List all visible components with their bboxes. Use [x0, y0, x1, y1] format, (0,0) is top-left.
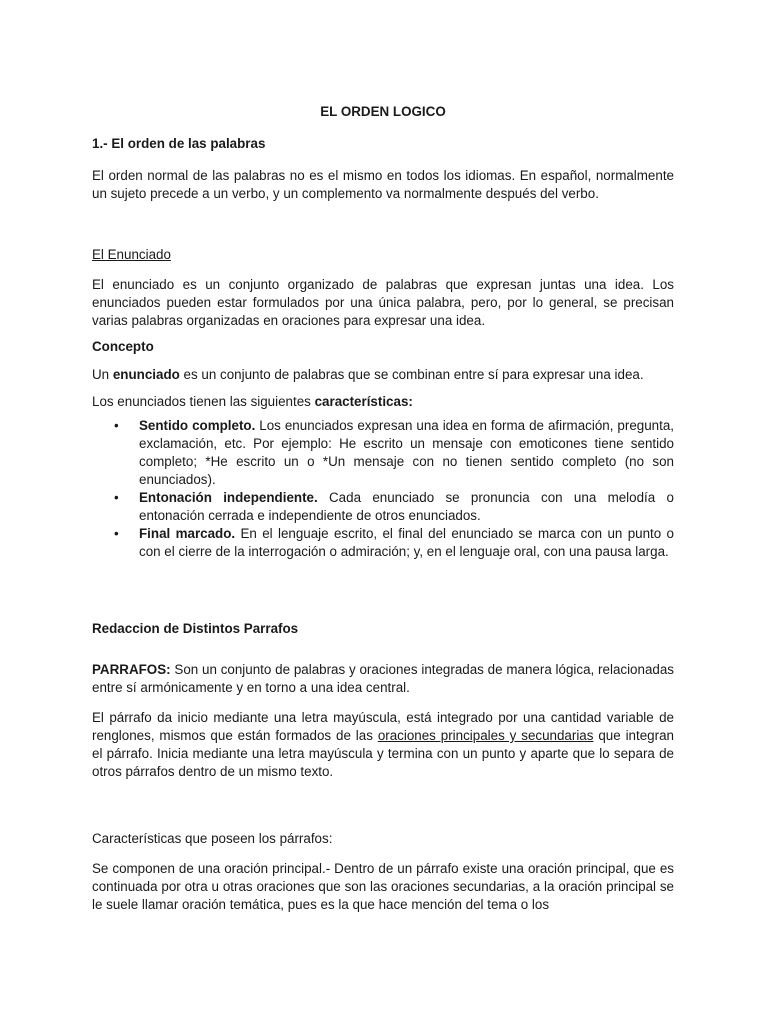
paragraph-parrafo-inicio	[92, 709, 674, 781]
bullet-icon: •	[114, 526, 119, 541]
paragraph-orden: El orden normal de las palabras no es el mismo en todos los idiomas. En español, normalmente un sujeto precede a un verbo, y un complemento va normalmente después del verbo.	[92, 168, 674, 201]
definition-prefix: Un	[92, 367, 113, 382]
section-heading-orden: 1.- El orden de las palabras	[92, 136, 266, 151]
features-list	[92, 417, 674, 561]
heading-caracteristicas: Características que poseen los párrafos:	[92, 831, 333, 846]
section-heading-enunciado: El Enunciado	[92, 247, 171, 262]
bullet-icon: •	[114, 490, 119, 505]
list-item	[92, 489, 674, 525]
para2-before: El párrafo da inicio mediante una letra mayúscula, está integrado por una cantidad variable de renglones, mismos que están formados de las	[92, 710, 674, 743]
features-intro-term: características:	[314, 394, 413, 409]
parrafos-text: Son un conjunto de palabras y oraciones integradas de manera lógica, relacionadas entre sí armónicamente y en torno a una idea central.	[92, 662, 674, 695]
paragraph-parrafos	[92, 661, 674, 697]
feature-term: Final marcado.	[139, 526, 236, 541]
paragraph-definition	[92, 366, 674, 384]
list-item	[92, 525, 674, 561]
definition-rest: es un conjunto de palabras que se combinan entre sí para expresar una idea.	[179, 367, 644, 382]
list-item	[92, 417, 674, 489]
section-heading-redaccion: Redaccion de Distintos Parrafos	[92, 621, 299, 636]
heading-concepto: Concepto	[92, 339, 154, 354]
feature-text: Los enunciados expresan una idea en forma de afirmación, pregunta, exclamación, etc. Por ejemplo: He escrito un mensaje con emoticones tiene sentido completo; *He escrito un o *Un mensaje con no tienen sentido completo (no son enunciados).	[139, 418, 674, 487]
feature-term: Entonación independiente.	[139, 490, 318, 505]
para2-after: que integran el párrafo. Inicia mediante una letra mayúscula y termina con un punto y aparte que lo separa de otros párrafos dentro de un mismo texto.	[92, 728, 674, 779]
oraciones-link[interactable]: oraciones principales y secundarias	[377, 728, 594, 743]
feature-term: Sentido completo.	[139, 418, 256, 433]
paragraph-enunciado: El enunciado es un conjunto organizado de palabras que expresan juntas una idea. Los enunciados pueden estar formulados por una única palabra, pero, por lo general, se precisan varias palabras organizadas en oraciones para expresar una idea.	[92, 277, 674, 328]
definition-term: enunciado	[112, 367, 180, 382]
feature-text: Cada enunciado se pronuncia con una melodía o entonación cerrada e independiente de otros enunciados.	[139, 490, 674, 523]
feature-text: En el lenguaje escrito, el final del enunciado se marca con un punto o con el cierre de la interrogación o admiración; y, en el lenguaje oral, con una pausa larga.	[139, 526, 674, 559]
bullet-icon: •	[114, 418, 119, 433]
parrafos-term: PARRAFOS:	[92, 662, 171, 677]
features-intro-prefix: Los enunciados tienen las siguientes	[92, 394, 315, 409]
paragraph-caracteristicas: Se componen de una oración principal.- Dentro de un párrafo existe una oración principal, que es continuada por otra u otras oraciones que son las oraciones secundarias, a la oración principal se le suele llamar oración temática, pues es la que hace mención del tema o los	[92, 861, 674, 912]
paragraph-features-intro	[92, 393, 674, 411]
document-title: EL ORDEN LOGICO	[320, 104, 446, 119]
